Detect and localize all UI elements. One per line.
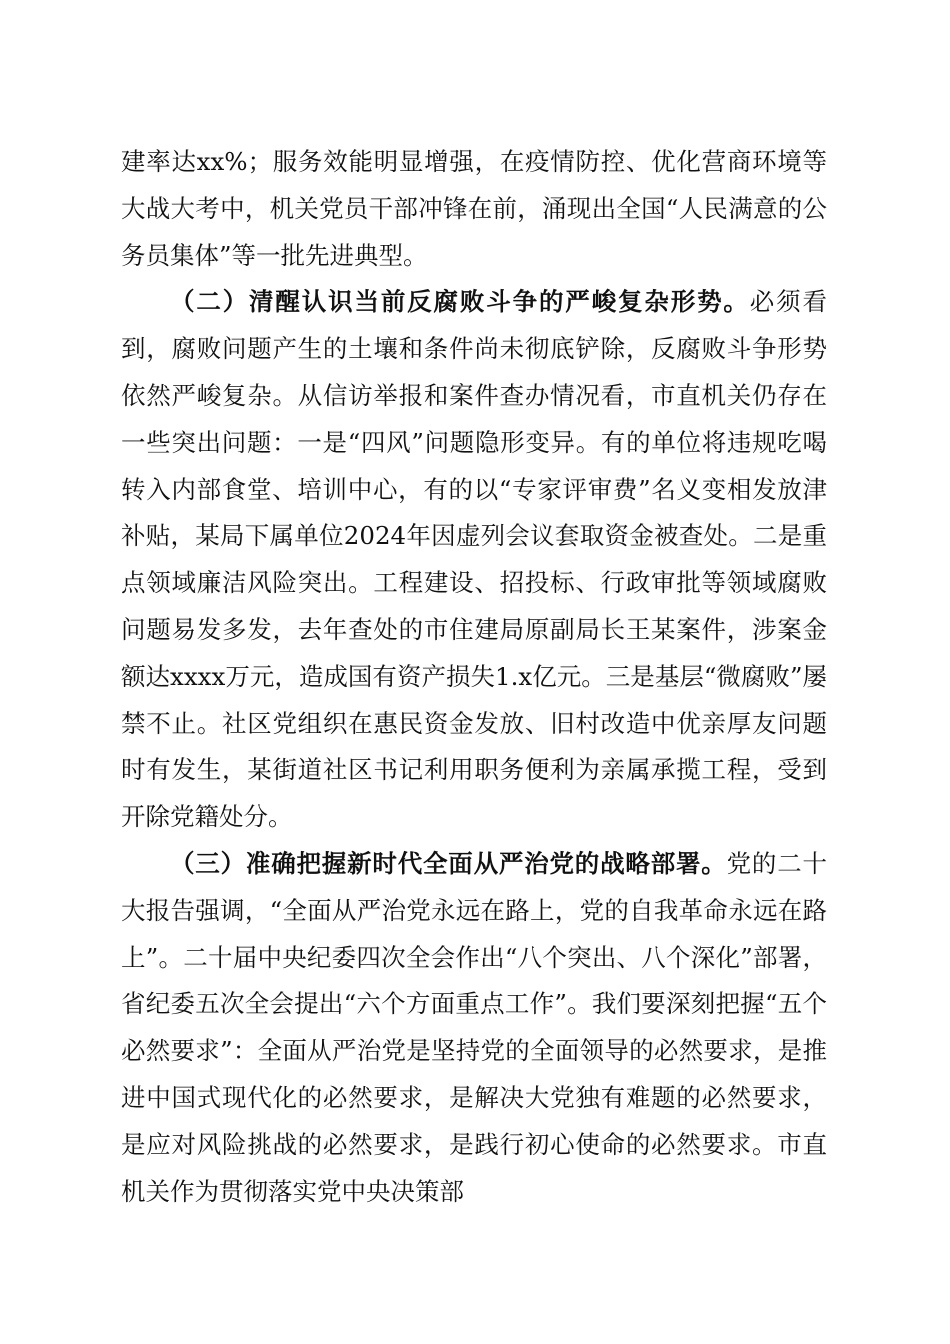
document-body <box>121 139 827 1215</box>
paragraph-text: 必须看到，腐败问题产生的土壤和条件尚未彻底铲除，反腐败斗争形势依然严峻复杂。从信访举报和案件查办情况看，市直机关仍存在一些突出问题：一是“四风”问题隐形变异。有的单位将违规吃喝转入内部食堂、培训中心，有的以“专家评审费”名义变相发放津补贴，某局下属单位2024年因虚列会议套取资金被查处。二是重点领域廉洁风险突出。工程建设、招投标、行政审批等领域腐败问题易发多发，去年查处的市住建局原副局长王某案件，涉案金额达xxxx万元，造成国有资产损失1.x亿元。三是基层“微腐败”屡禁不止。社区党组织在惠民资金发放、旧村改造中优亲厚友问题时有发生，某街道社区书记利用职务便利为亲属承揽工程，受到开除党籍处分。 <box>121 287 828 832</box>
section-heading-2: （二）清醒认识当前反腐败斗争的严峻复杂形势。 <box>170 287 750 317</box>
paragraph-text: 建率达xx%；服务效能明显增强，在疫情防控、优化营商环境等大战大考中，机关党员干部冲锋在前，涌现出全国“人民满意的公务员集体”等一批先进典型。 <box>121 147 827 270</box>
paragraph-text: 党的二十大报告强调，“全面从严治党永远在路上，党的自我革命永远在路上”。二十届中央纪委四次全会作出“八个突出、八个深化”部署，省纪委五次全会提出“六个方面重点工作”。我们要深刻把握“五个必然要求”：全面从严治党是坚持党的全面领导的必然要求，是推进中国式现代化的必然要求，是解决大党独有难题的必然要求，是应对风险挑战的必然要求，是践行初心使命的必然要求。市直机关作为贯彻落实党中央决策部 <box>121 848 828 1206</box>
paragraph-continuation <box>121 139 827 279</box>
paragraph-section-3 <box>121 841 827 1215</box>
section-heading-3: （三）准确把握新时代全面从严治党的战略部署。 <box>170 848 727 878</box>
paragraph-section-2 <box>121 279 827 841</box>
